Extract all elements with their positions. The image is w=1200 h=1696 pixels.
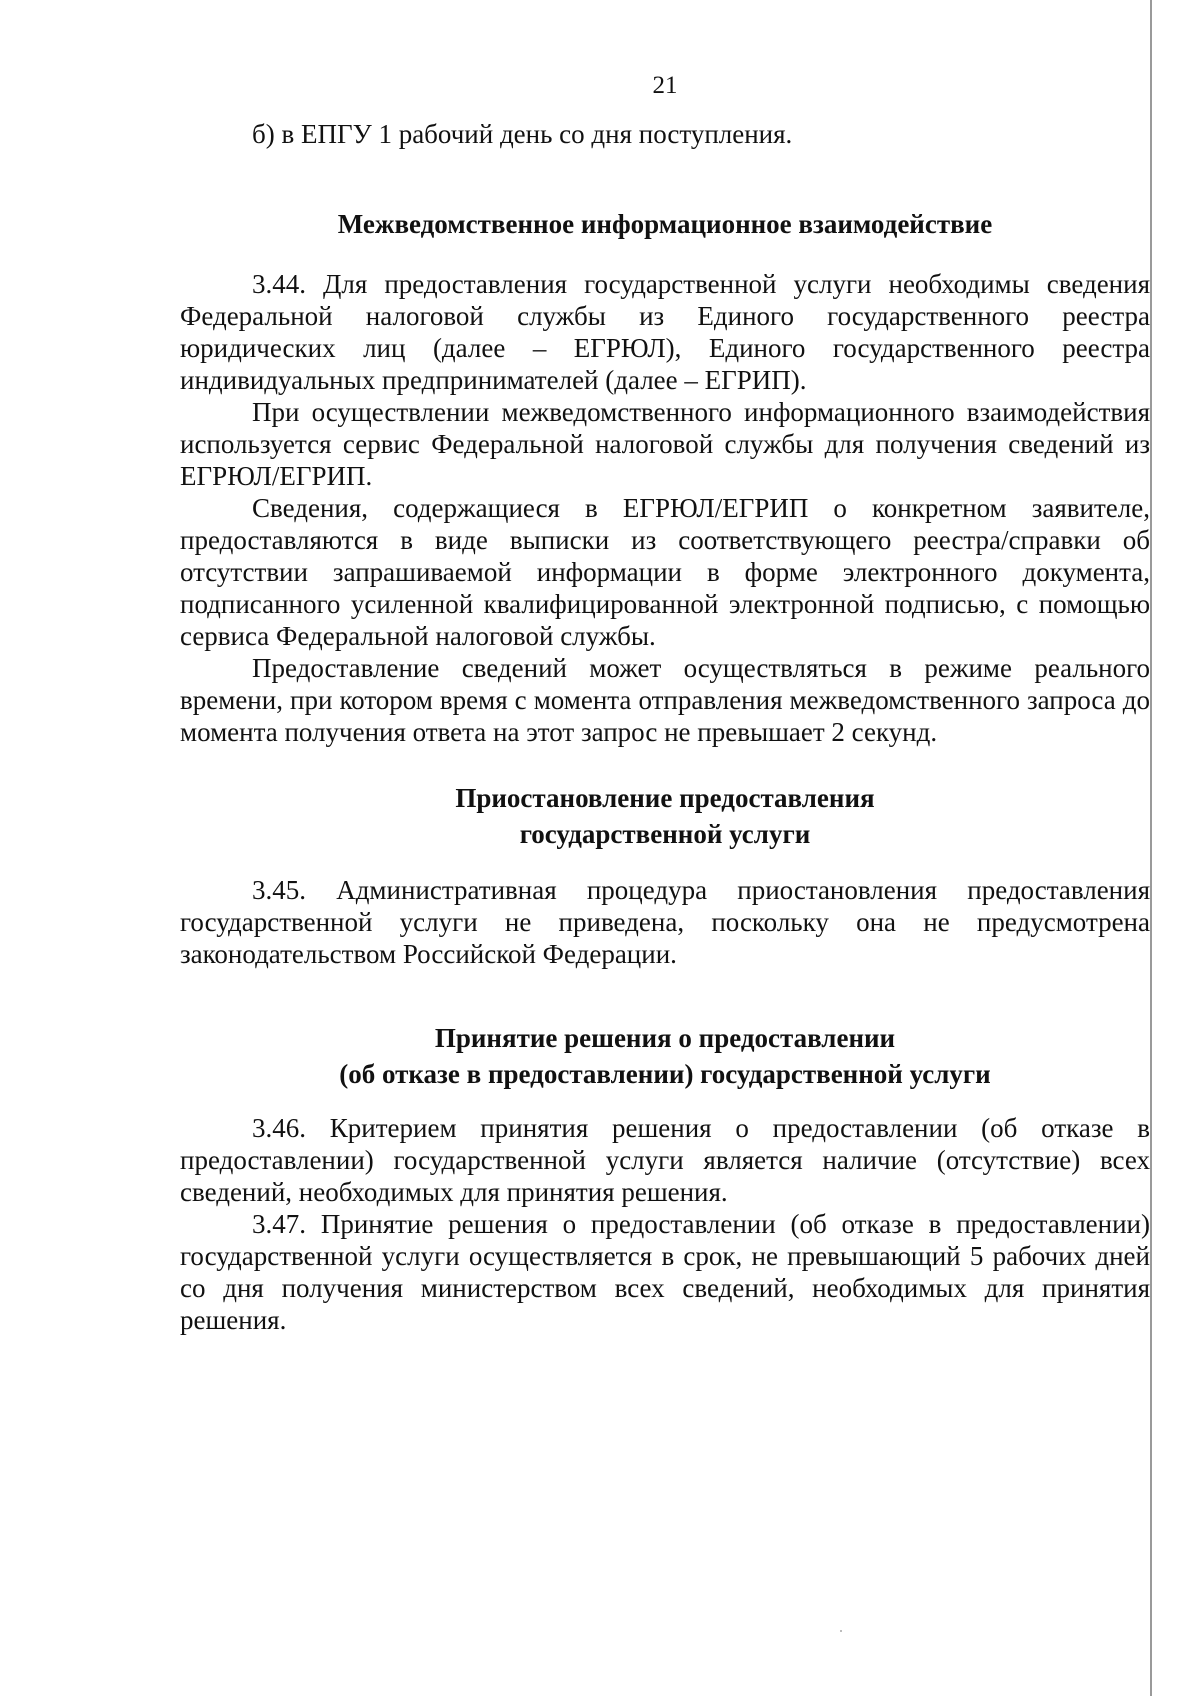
scan-speck — [840, 1630, 842, 1632]
paragraph-realtime: Предоставление сведений может осуществляться в режиме реального времени, при котором время с момента отправления межведомственного запроса до момента получения ответа на этот запрос не превышает 2 секунд. — [180, 653, 1150, 747]
paragraph-3-47: 3.47. Принятие решения о предоставлении (об отказе в предоставлении) государственной услуги осуществляется в срок, не превышающий 5 рабочих дней со дня получения министерством всех сведений, необходимых для принятия решения. — [180, 1209, 1150, 1335]
heading-line: государственной услуги — [519, 819, 811, 849]
paragraph-egrul-extract: Сведения, содержащиеся в ЕГРЮЛ/ЕГРИП о конкретном заявителе, предоставляются в виде выписки из соответствующего реестра/справки об отсутствии запрашиваемой информации в форме электронного документа, подписанного усиленной квалифицированной электронной подписью, с помощью сервиса Федеральной налоговой службы. — [180, 493, 1150, 651]
heading-line: Приостановление предоставления — [455, 783, 875, 813]
paragraph-3-44: 3.44. Для предоставления государственной услуги необходимы сведения Федеральной налоговой службы из Единого государственного реестра юридических лиц (далее – ЕГРЮЛ), Единого государственного реестра индивидуальных предпринимателей (далее – ЕГРИП). — [180, 269, 1150, 395]
heading-line: Принятие решения о предоставлении — [434, 1023, 896, 1053]
paragraph-3-45: 3.45. Административная процедура приостановления предоставления государственной услуги не приведена, поскольку она не предусмотрена законодательством Российской Федерации. — [180, 875, 1150, 969]
intro-paragraph: б) в ЕПГУ 1 рабочий день со дня поступления. — [252, 119, 793, 149]
section-heading-interagency — [180, 206, 1150, 242]
paragraph-3-46: 3.46. Критерием принятия решения о предоставлении (об отказе в предоставлении) государственной услуги является наличие (отсутствие) всех сведений, необходимых для принятия решения. — [180, 1113, 1150, 1207]
heading-line: (об отказе в предоставлении) государственной услуги — [339, 1059, 991, 1089]
page-edge-line — [1150, 0, 1152, 1696]
page-number: 21 — [652, 72, 678, 99]
paragraph-fns-service: При осуществлении межведомственного информационного взаимодействия используется сервис Федеральной налоговой службы для получения сведений из ЕГРЮЛ/ЕГРИП. — [180, 397, 1150, 491]
heading-line: Межведомственное информационное взаимодействие — [337, 209, 993, 239]
section-heading-suspension — [180, 780, 1150, 852]
section-heading-decision — [180, 1020, 1150, 1092]
